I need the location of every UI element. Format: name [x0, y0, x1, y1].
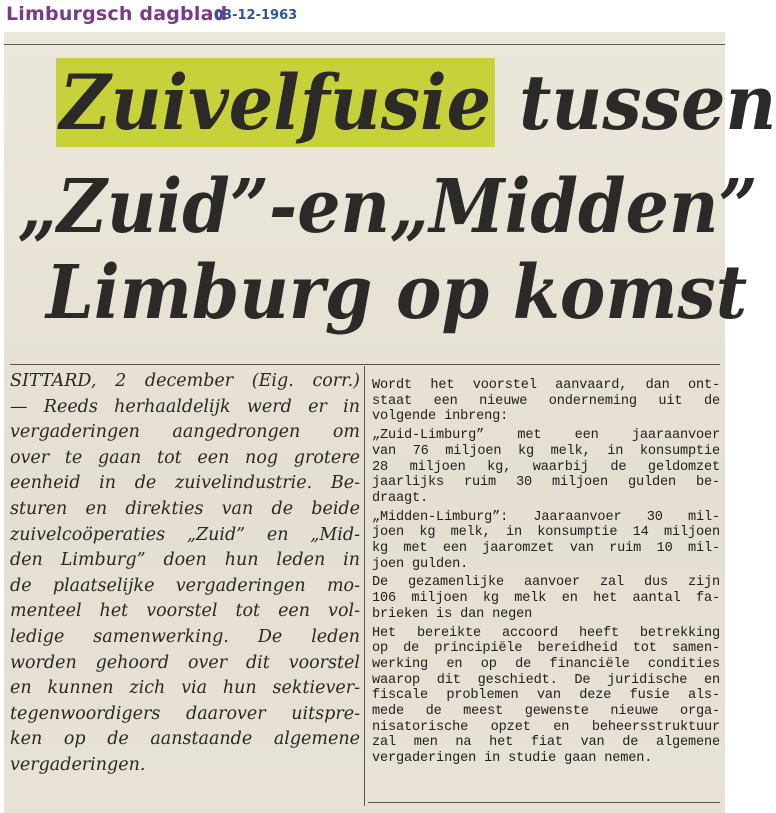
article-text-line: vergaderingen in studie gaan nemen. [372, 751, 653, 767]
article-text-line: — Reeds herhaaldelijk werd er in [10, 396, 360, 417]
article-text-line: Het bereikte accoord heeft betrekking [372, 625, 720, 641]
article-paragraph [372, 378, 720, 425]
article-text-line: fiscale problemen van deze fusie als- [372, 688, 720, 704]
article-text-line: joen kg melk, in konsumptie 14 miljoen [372, 525, 720, 541]
article-text-line: vergaderingen aangedrongen om [10, 422, 360, 443]
article-text-line: nisatorische opzet en beheersstruktuur [372, 719, 720, 735]
article-text-line: volgende inbreng: [372, 409, 509, 425]
newspaper-clipping [4, 32, 776, 813]
headline-line-2: „Zuid”-en„Midden” [18, 164, 758, 250]
article-text-line: mede de meest gewenste nieuwe orga- [372, 704, 720, 720]
headline-line-1-rest: tussen [494, 58, 776, 147]
article-text-line: op de principiële bereidheid tot samen- [372, 641, 720, 657]
article-text-line: brieken is dan negen [372, 606, 533, 622]
article-text-line: eenheid in de zuivelindustrie. Be- [10, 473, 360, 494]
article-text-line: De gezamenlijke aanvoer zal dus zijn [372, 575, 720, 591]
article-text-line: ken op de aanstaande algemene [10, 729, 360, 750]
article-text-line: „Zuid-Limburg” met een jaaraanvoer [372, 428, 720, 444]
article-text-line: werking en op de financiële condities [372, 656, 720, 672]
article-text-line: kg met een jaaromzet van ruim 10 mil- [372, 541, 720, 557]
article-text-line: zal men na het fiat van de algemene [372, 735, 720, 751]
newspaper-name: Limburgsch dagblad [6, 3, 228, 25]
article-text-line: 28 miljoen kg, waarbij de geldomzet [372, 459, 720, 475]
article-text-line: draagt. [372, 490, 429, 506]
article-text-line: joen gulden. [372, 556, 469, 572]
article-text-line: van 76 miljoen kg melk, in konsumptie [372, 443, 720, 459]
right-column-end-rule [368, 802, 720, 803]
article-text-line: sturen en direkties van de beide [10, 498, 360, 519]
clipping-header [0, 0, 729, 32]
headline-line-1 [56, 58, 776, 147]
article-text-line: vergaderingen. [10, 754, 146, 775]
headline-line-3: Limburg op komst [46, 250, 748, 336]
article-body-left-column [10, 369, 360, 779]
article-text-line: SITTARD, 2 december (Eig. corr.) [10, 371, 360, 391]
article-text-line: staat een nieuwe onderneming uit de [372, 393, 720, 409]
article-text-line: Wordt het voorstel aanvaard, dan ont- [372, 378, 720, 393]
article-text-line: den Limburg” doen hun leden in [10, 550, 360, 571]
article-paragraph [372, 575, 720, 622]
article-text-line: tegenwoordigers daarover uitspre- [10, 703, 360, 724]
article-body-right-column [372, 378, 720, 770]
article-text-line: zuivelcoöperaties „Zuid” en „Mid- [10, 524, 360, 545]
headline-divider [10, 364, 720, 365]
article-text-line: en kunnen zich via hun sektiever- [10, 678, 360, 699]
article-text-line: ledige samenwerking. De leden [10, 626, 360, 647]
article-text-line: menteel het voorstel tot een vol- [10, 601, 360, 622]
article-paragraph [372, 510, 720, 573]
clipping-top-border [4, 32, 725, 45]
column-divider [364, 366, 365, 806]
article-text-line: worden gehoord over dit voorstel [10, 652, 360, 673]
highlighted-search-term: Zuivelfusie [56, 58, 495, 147]
article-text-line: over te gaan tot een nog grotere [10, 447, 360, 468]
article-paragraph [372, 626, 720, 767]
article-text-line: jaarlijks ruim 30 miljoen gulden be- [372, 475, 720, 491]
article-paragraph [372, 428, 720, 507]
article-text-line: „Midden-Limburg”: Jaaraanvoer 30 mil- [372, 509, 720, 525]
article-text-line: de plaatselijke vergaderingen mo- [10, 575, 360, 596]
article-text-line: waarop dit geschiedt. De juridische en [372, 672, 720, 688]
article-text-line: 106 miljoen kg melk en het aantal fa- [372, 591, 720, 607]
publication-date: 03-12-1963 [214, 8, 298, 23]
